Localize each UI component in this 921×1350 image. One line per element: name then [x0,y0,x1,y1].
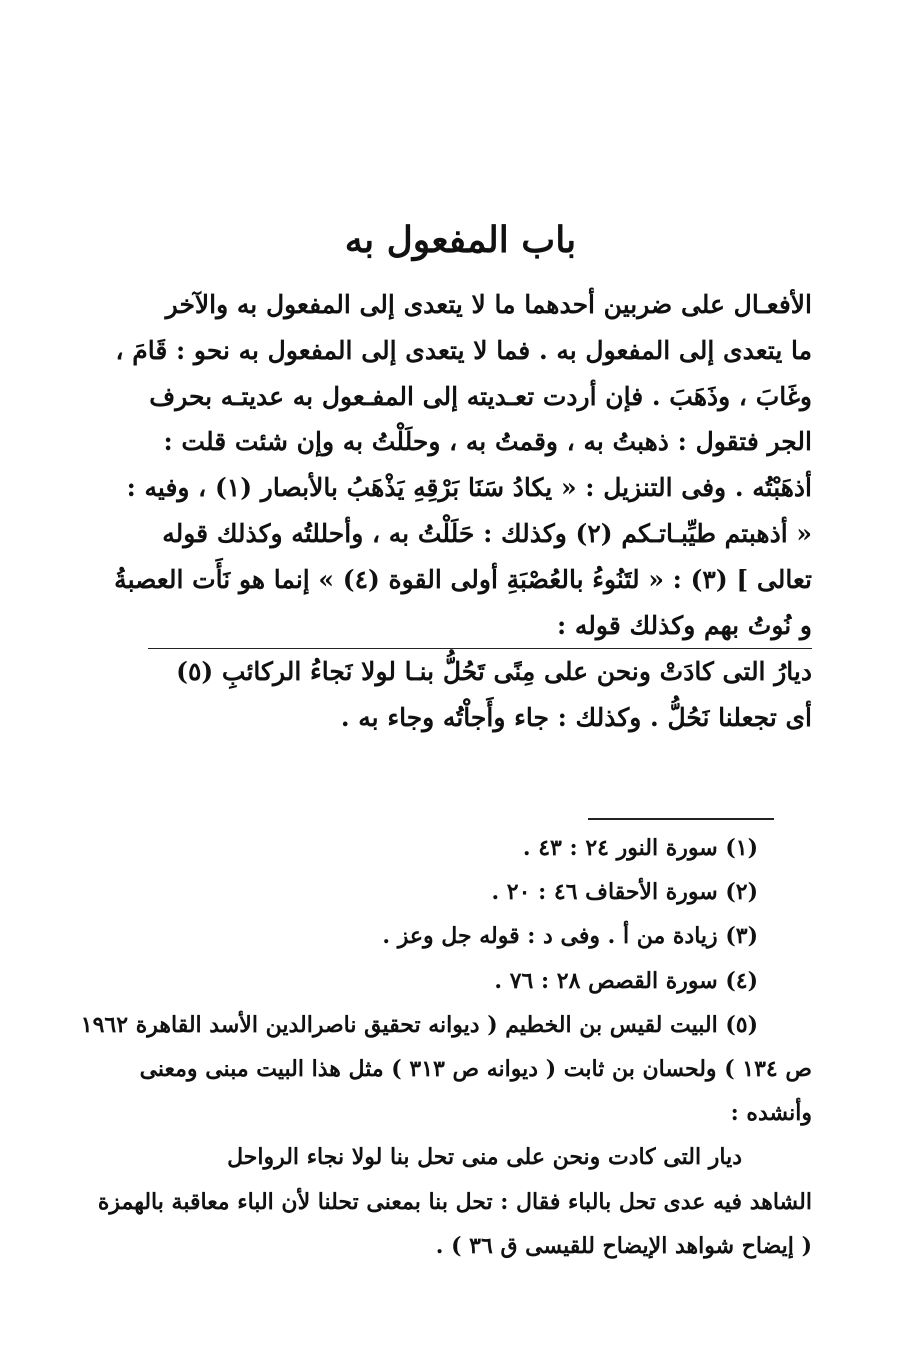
chapter-title: باب المفعول به [344,219,577,261]
verse-line: ديارُ التى كادَتْ ونحن على مِنًى تَحُلُّ بنـا لولا نَجاءُ الركائبِ (٥) [148,648,812,695]
text-line: تعالى ] (٣) : « لتَنُوءُ بالعُصْبَةِ أولى القوة (٤) » إنما هو نَأَت العصبةُ [114,564,812,594]
text-line: « أذهبتم طيِّبـاتـكم (٢) وكذلك : حَلَلْتُ به ، وأحللتُه وكذلك قوله [162,518,812,548]
footnote-item: (١) سورة النور ٢٤ : ٤٣ . [522,835,758,861]
footnote-item: (٣) زيادة من أ . وفى د : قوله جل وعز . [382,923,758,950]
footnote-divider [588,818,774,820]
text-line: الأفعـال على ضربين أحدهما ما لا يتعدى إلى المفعول به والآخر [165,290,812,319]
text-line: أى تجعلنا نَحُلُّ . وكذلك : جاء وأَجاْتُه وجاء به . [340,703,812,733]
footnote-continuation: ( إيضاح شواهد الإيضاح للقيسى ق ٣٦ ) . [435,1232,812,1259]
text-line: أذهَبْتُه . وفى التنزيل : « يكادُ سَنَا بَرْقِهِ يَذْهَبُ بالأبصار (١) ، وفيه : [126,473,812,503]
footnote-item: (٢) سورة الأحقاف ٤٦ : ٢٠ . [491,879,758,906]
footnote-continuation: الشاهد فيه عدى تحل بالباء فقال : تحل بنا بمعنى تحلنا لأن الباء معاقبة بالهمزة [97,1188,812,1215]
footnote-continuation: وأنشده : [730,1100,812,1127]
text-line: وغَابَ ، وذَهَبَ . فإن أردت تعـديته إلى المفـعول به عديتـه بحرف [149,381,812,411]
footnote-item: (٥) البيت لقيس بن الخطيم ( ديوانه تحقيق ناصرالدين الأسد القاهرة ١٩٦٢ [80,1011,758,1038]
footnotes-section [80,826,812,1268]
main-text [114,282,812,741]
text-line: و نُوتُ بهم وكذلك قوله : [556,610,812,640]
text-line: ما يتعدى إلى المفعول به . فما لا يتعدى إلى المفعول به نحو : قَامَ ، [115,335,812,365]
text-line: الجر فتقول : ذهبتُ به ، وقمتُ به ، وحلَلْتُ به وإن شئت قلت : [163,427,812,457]
footnote-continuation: ص ١٣٤ ) ولحسان بن ثابت ( ديوانه ص ٣١٣ ) مثل هذا البيت مبنى ومعنى [139,1055,812,1082]
footnote-verse: ديار التى كادت ونحن على منى تحل بنا لولا نجاء الرواحل [227,1144,742,1171]
footnote-item: (٤) سورة القصص ٢٨ : ٧٦ . [494,967,758,994]
